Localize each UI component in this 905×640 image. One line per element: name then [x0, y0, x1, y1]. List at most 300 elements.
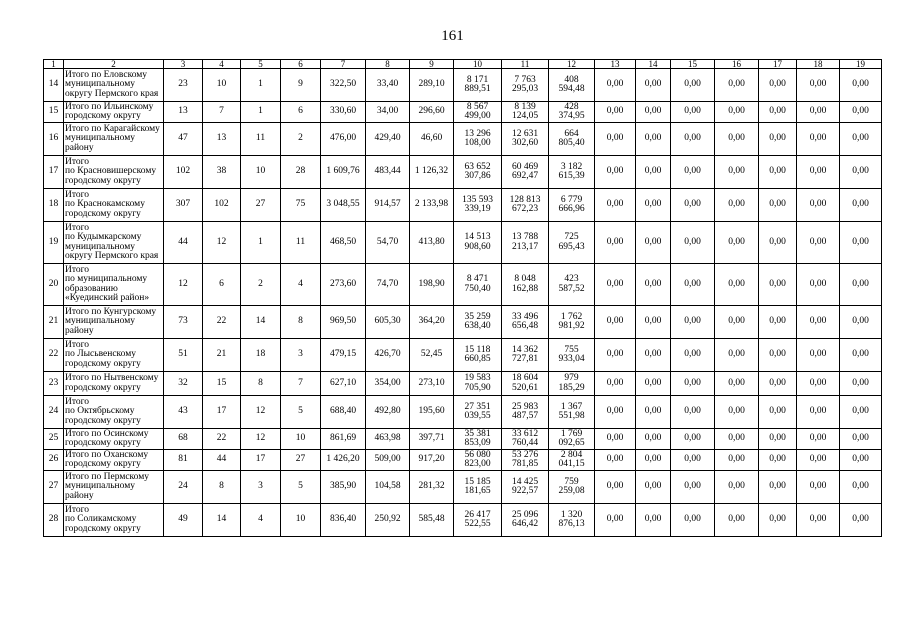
cell-line: «Куединский район»: [65, 293, 150, 303]
cell-line: 755 933,04: [558, 344, 585, 364]
value-cell: 3: [241, 471, 281, 504]
value-cell: 75: [281, 189, 321, 222]
column-number-cell: 17: [759, 60, 797, 69]
value-cell: 605,30: [366, 306, 410, 339]
value-cell: 0,00: [797, 123, 840, 156]
value-cell: [502, 222, 549, 264]
cell-line: 666,96: [558, 204, 585, 214]
cell-line: 908,60: [464, 241, 491, 252]
value-cell: 74,70: [366, 264, 410, 306]
cell-line: 8 048: [514, 274, 536, 284]
column-number-cell: 5: [241, 60, 281, 69]
value-cell: 2 133,98: [410, 189, 454, 222]
value-cell: [549, 264, 595, 306]
value-cell: 0,00: [715, 429, 759, 450]
cell-line: по Краснокамскому: [65, 199, 145, 210]
value-cell: 23: [164, 69, 203, 102]
value-cell: 12: [241, 396, 281, 429]
value-cell: 0,00: [759, 372, 797, 396]
value-cell: 11: [281, 222, 321, 264]
value-cell: 0,00: [797, 504, 840, 537]
cell-line: 2 804: [560, 449, 583, 460]
value-cell: 0,00: [595, 222, 636, 264]
value-cell: [502, 429, 549, 450]
value-cell: 479,15: [321, 339, 366, 372]
value-cell: 429,40: [366, 123, 410, 156]
value-cell: 12: [203, 222, 241, 264]
cell-line: Итого по Карагайскому: [65, 123, 160, 134]
value-cell: [549, 189, 595, 222]
value-cell: 0,00: [840, 339, 882, 372]
value-cell: 33,40: [366, 69, 410, 102]
cell-line: 727,81: [511, 354, 539, 364]
value-cell: 0,00: [797, 156, 840, 189]
table-row: [44, 450, 882, 471]
value-cell: 21: [44, 306, 64, 339]
cell-line: муниципальному: [65, 133, 135, 144]
cell-line: 295,03: [511, 84, 539, 94]
value-cell: 0,00: [595, 69, 636, 102]
cell-line: 660,85: [464, 354, 491, 364]
cell-line: Итого: [65, 222, 90, 233]
table-row: [44, 69, 882, 102]
value-cell: 0,00: [840, 189, 882, 222]
value-cell: 0,00: [671, 504, 715, 537]
value-cell: 20: [44, 264, 64, 306]
value-cell: 0,00: [671, 339, 715, 372]
value-cell: 0,00: [715, 69, 759, 102]
value-cell: 21: [203, 339, 241, 372]
cell-line: 25 983: [511, 401, 539, 412]
value-cell: 6: [281, 102, 321, 123]
cell-line: 1 320: [560, 509, 583, 520]
value-cell: 0,00: [759, 504, 797, 537]
value-cell: 914,57: [366, 189, 410, 222]
cell-line: городскому округу: [65, 208, 141, 219]
cell-line: 041,15: [558, 459, 585, 469]
cell-line: 128 813: [509, 194, 541, 205]
cell-line: 759 259,08: [558, 476, 585, 496]
value-cell: 0,00: [671, 450, 715, 471]
territory-name-cell: [64, 123, 164, 156]
cell-line: 692,47: [511, 171, 539, 181]
value-cell: 0,00: [715, 189, 759, 222]
table-row: [44, 264, 882, 306]
value-cell: 969,50: [321, 306, 366, 339]
cell-line: 14 513: [464, 232, 491, 242]
page-number: 161: [441, 28, 464, 44]
value-cell: 73: [164, 306, 203, 339]
cell-line: городскому округу: [65, 175, 141, 186]
value-cell: 281,32: [410, 471, 454, 504]
value-cell: 27: [241, 189, 281, 222]
table-row: [44, 306, 882, 339]
value-cell: 0,00: [636, 372, 671, 396]
value-cell: 0,00: [636, 471, 671, 504]
value-cell: 0,00: [840, 450, 882, 471]
value-cell: [549, 102, 595, 123]
value-cell: 22: [203, 306, 241, 339]
value-cell: 14: [203, 504, 241, 537]
value-cell: 330,60: [321, 102, 366, 123]
cell-line: 1 769: [560, 428, 583, 439]
territory-name-cell: [64, 189, 164, 222]
cell-line: округу Пермского края: [65, 88, 159, 99]
value-cell: 0,00: [840, 306, 882, 339]
value-cell: 463,98: [366, 429, 410, 450]
cell-line: 3 182: [560, 161, 583, 172]
value-cell: [454, 189, 502, 222]
column-number-cell: 12: [549, 60, 595, 69]
value-cell: 0,00: [595, 471, 636, 504]
value-cell: 0,00: [671, 156, 715, 189]
value-cell: [549, 339, 595, 372]
cell-line: 25 096: [511, 509, 539, 520]
value-cell: 34,00: [366, 102, 410, 123]
territory-name-cell: [64, 372, 164, 396]
value-cell: 0,00: [715, 504, 759, 537]
value-cell: 10: [281, 429, 321, 450]
cell-line: Итого по Нытвенскому: [65, 373, 159, 383]
cell-line: 853,09: [464, 438, 491, 448]
table-row: [44, 222, 882, 264]
value-cell: 0,00: [595, 504, 636, 537]
value-cell: 468,50: [321, 222, 366, 264]
value-cell: 0,00: [671, 429, 715, 450]
value-cell: [454, 222, 502, 264]
value-cell: 0,00: [671, 471, 715, 504]
value-cell: [454, 264, 502, 306]
value-cell: 25: [44, 429, 64, 450]
value-cell: [454, 306, 502, 339]
value-cell: 483,44: [366, 156, 410, 189]
value-cell: [502, 102, 549, 123]
value-cell: 0,00: [797, 69, 840, 102]
value-cell: 0,00: [595, 372, 636, 396]
value-cell: 18: [44, 189, 64, 222]
cell-line: 35 259: [464, 311, 491, 322]
value-cell: 0,00: [636, 189, 671, 222]
value-cell: 0,00: [840, 102, 882, 123]
value-cell: [502, 156, 549, 189]
territory-name-cell: [64, 450, 164, 471]
value-cell: 0,00: [671, 396, 715, 429]
cell-line: образованию: [65, 283, 118, 294]
value-cell: 14: [241, 306, 281, 339]
value-cell: 0,00: [595, 189, 636, 222]
value-cell: 0,00: [797, 264, 840, 306]
value-cell: 17: [203, 396, 241, 429]
cell-line: 14 425: [511, 476, 539, 487]
cell-line: 8 471: [466, 274, 489, 284]
value-cell: 0,00: [840, 264, 882, 306]
value-cell: 836,40: [321, 504, 366, 537]
value-cell: [454, 123, 502, 156]
value-cell: 0,00: [759, 102, 797, 123]
cell-line: Итого по Пермскому: [65, 471, 150, 482]
value-cell: 0,00: [636, 102, 671, 123]
value-cell: 0,00: [797, 306, 840, 339]
cell-line: муниципальному: [65, 79, 135, 90]
value-cell: 43: [164, 396, 203, 429]
cell-line: 487,57: [511, 411, 539, 421]
value-cell: 5: [281, 396, 321, 429]
value-cell: 0,00: [715, 372, 759, 396]
value-cell: 476,00: [321, 123, 366, 156]
value-cell: [454, 429, 502, 450]
value-cell: 0,00: [759, 396, 797, 429]
value-cell: 0,00: [759, 429, 797, 450]
territory-name-cell: [64, 504, 164, 537]
value-cell: [502, 189, 549, 222]
cell-line: по муниципальному: [65, 274, 148, 284]
value-cell: 0,00: [759, 189, 797, 222]
value-cell: 0,00: [840, 429, 882, 450]
cell-line: по Лысьвенскому: [65, 349, 136, 360]
value-cell: [454, 69, 502, 102]
value-cell: 5: [281, 471, 321, 504]
value-cell: 9: [281, 69, 321, 102]
value-cell: 0,00: [671, 102, 715, 123]
cell-line: 339,19: [464, 204, 491, 214]
value-cell: 0,00: [671, 69, 715, 102]
value-cell: [549, 222, 595, 264]
value-cell: 0,00: [759, 69, 797, 102]
cell-line: муниципальному: [65, 241, 135, 252]
cell-line: городскому округу: [65, 523, 141, 534]
value-cell: 0,00: [797, 396, 840, 429]
column-number-cell: 18: [797, 60, 840, 69]
column-number-cell: 3: [164, 60, 203, 69]
cell-line: 520,61: [511, 382, 539, 393]
value-cell: [549, 69, 595, 102]
column-number-cell: 16: [715, 60, 759, 69]
value-cell: 0,00: [636, 306, 671, 339]
value-cell: 509,00: [366, 450, 410, 471]
value-cell: 413,80: [410, 222, 454, 264]
cell-line: 423 587,52: [558, 274, 585, 294]
cell-line: Итого: [65, 396, 90, 407]
value-cell: 27: [281, 450, 321, 471]
territory-name-cell: [64, 102, 164, 123]
table-row: [44, 396, 882, 429]
value-cell: [549, 429, 595, 450]
cell-line: 302,60: [511, 138, 539, 148]
cell-line: Итого по Оханскому: [65, 449, 149, 460]
cell-line: городскому округу: [65, 358, 141, 369]
cell-line: 760,44: [511, 438, 539, 448]
cell-line: 656,48: [511, 321, 539, 331]
cell-line: 7 763: [514, 74, 536, 85]
value-cell: 0,00: [595, 156, 636, 189]
value-cell: 426,70: [366, 339, 410, 372]
value-cell: 0,00: [636, 429, 671, 450]
cell-line: 15 185: [464, 476, 491, 487]
cell-line: 135 593: [462, 194, 493, 205]
cell-line: Итого: [65, 504, 90, 515]
cell-line: 981,92: [558, 321, 585, 331]
cell-line: 750,40: [464, 283, 491, 294]
cell-line: 725 695,43: [558, 232, 585, 252]
cell-line: 60 469: [511, 161, 539, 172]
value-cell: 250,92: [366, 504, 410, 537]
value-cell: 0,00: [797, 222, 840, 264]
value-cell: 0,00: [759, 123, 797, 156]
value-cell: [502, 450, 549, 471]
value-cell: [549, 396, 595, 429]
cell-line: 162,88: [511, 283, 539, 294]
cell-line: 53 276: [511, 449, 539, 460]
value-cell: [502, 123, 549, 156]
value-cell: 22: [203, 429, 241, 450]
value-cell: 0,00: [595, 339, 636, 372]
cell-line: 8 171: [466, 74, 489, 85]
value-cell: [454, 156, 502, 189]
column-number-cell: 4: [203, 60, 241, 69]
cell-line: 889,51: [464, 84, 491, 94]
territory-name-cell: [64, 264, 164, 306]
value-cell: 0,00: [715, 222, 759, 264]
value-cell: 18: [241, 339, 281, 372]
value-cell: 0,00: [595, 102, 636, 123]
value-cell: [549, 471, 595, 504]
value-cell: 19: [44, 222, 64, 264]
value-cell: 0,00: [715, 102, 759, 123]
cell-line: Итого: [65, 156, 90, 167]
value-cell: 0,00: [840, 396, 882, 429]
value-cell: 28: [281, 156, 321, 189]
value-cell: 0,00: [797, 372, 840, 396]
cell-line: по Соликамскому: [65, 514, 137, 525]
value-cell: 0,00: [636, 339, 671, 372]
cell-line: 8 139: [514, 101, 536, 112]
table-row: [44, 339, 882, 372]
value-cell: 0,00: [759, 471, 797, 504]
cell-line: 876,13: [558, 519, 585, 529]
value-cell: 7: [281, 372, 321, 396]
value-cell: 2: [281, 123, 321, 156]
value-cell: 3: [281, 339, 321, 372]
value-cell: 322,50: [321, 69, 366, 102]
value-cell: 0,00: [759, 222, 797, 264]
cell-line: 1 367: [560, 401, 583, 412]
value-cell: [454, 372, 502, 396]
cell-line: 33 612: [511, 428, 539, 439]
value-cell: 14: [44, 69, 64, 102]
value-cell: 47: [164, 123, 203, 156]
value-cell: 32: [164, 372, 203, 396]
value-cell: [502, 264, 549, 306]
value-cell: 0,00: [797, 102, 840, 123]
value-cell: 273,10: [410, 372, 454, 396]
value-cell: 12: [241, 429, 281, 450]
cell-line: 408 594,48: [558, 74, 585, 94]
cell-line: Итого: [65, 339, 90, 350]
value-cell: 2: [241, 264, 281, 306]
value-cell: 3 048,55: [321, 189, 366, 222]
cell-line: району: [65, 325, 94, 336]
value-cell: 8: [241, 372, 281, 396]
cell-line: по Кудымкарскому: [65, 232, 142, 242]
value-cell: 688,40: [321, 396, 366, 429]
value-cell: 0,00: [671, 306, 715, 339]
value-cell: 0,00: [759, 450, 797, 471]
value-cell: 289,10: [410, 69, 454, 102]
cell-line: 979 185,29: [558, 373, 585, 393]
value-cell: 104,58: [366, 471, 410, 504]
cell-line: по Красновишерскому: [65, 166, 157, 177]
column-number-cell: 10: [454, 60, 502, 69]
territory-name-cell: [64, 156, 164, 189]
value-cell: 0,00: [636, 123, 671, 156]
value-cell: 385,90: [321, 471, 366, 504]
cell-line: 522,55: [464, 519, 491, 529]
value-cell: 0,00: [636, 396, 671, 429]
cell-line: 108,00: [464, 138, 491, 148]
cell-line: городскому округу: [65, 459, 141, 469]
value-cell: 28: [44, 504, 64, 537]
value-cell: 0,00: [671, 264, 715, 306]
cell-line: городскому округу: [65, 415, 141, 426]
column-number-row: [44, 60, 882, 69]
value-cell: 0,00: [636, 156, 671, 189]
cell-line: 63 652: [464, 161, 491, 172]
value-cell: [549, 450, 595, 471]
column-number-cell: 7: [321, 60, 366, 69]
column-number-cell: 15: [671, 60, 715, 69]
value-cell: [549, 156, 595, 189]
territory-name-cell: [64, 306, 164, 339]
cell-line: по Октябрьскому: [65, 406, 135, 417]
value-cell: 1 126,32: [410, 156, 454, 189]
value-cell: 11: [241, 123, 281, 156]
value-cell: 861,69: [321, 429, 366, 450]
value-cell: 17: [241, 450, 281, 471]
value-cell: 0,00: [797, 429, 840, 450]
cell-line: Итого: [65, 264, 90, 275]
value-cell: 917,20: [410, 450, 454, 471]
value-cell: 354,00: [366, 372, 410, 396]
cell-line: 039,55: [464, 411, 491, 421]
value-cell: 0,00: [636, 69, 671, 102]
value-cell: 24: [164, 471, 203, 504]
value-cell: 0,00: [595, 396, 636, 429]
cell-line: 646,42: [511, 519, 539, 529]
value-cell: [502, 372, 549, 396]
value-cell: 68: [164, 429, 203, 450]
value-cell: 0,00: [797, 450, 840, 471]
territory-name-cell: [64, 396, 164, 429]
value-cell: 23: [44, 372, 64, 396]
value-cell: 0,00: [840, 504, 882, 537]
value-cell: 364,20: [410, 306, 454, 339]
cell-line: 092,65: [558, 438, 585, 448]
value-cell: [502, 69, 549, 102]
value-cell: 0,00: [715, 306, 759, 339]
value-cell: 0,00: [797, 471, 840, 504]
cell-line: Итого по Ильинскому: [65, 101, 154, 112]
column-number-cell: 8: [366, 60, 410, 69]
value-cell: 0,00: [636, 264, 671, 306]
territory-name-cell: [64, 69, 164, 102]
column-number-cell: 9: [410, 60, 454, 69]
value-cell: 0,00: [636, 222, 671, 264]
cell-line: Итого: [65, 189, 90, 200]
value-cell: [454, 450, 502, 471]
territory-name-cell: [64, 339, 164, 372]
value-cell: 0,00: [715, 450, 759, 471]
cell-line: 823,00: [464, 459, 491, 469]
